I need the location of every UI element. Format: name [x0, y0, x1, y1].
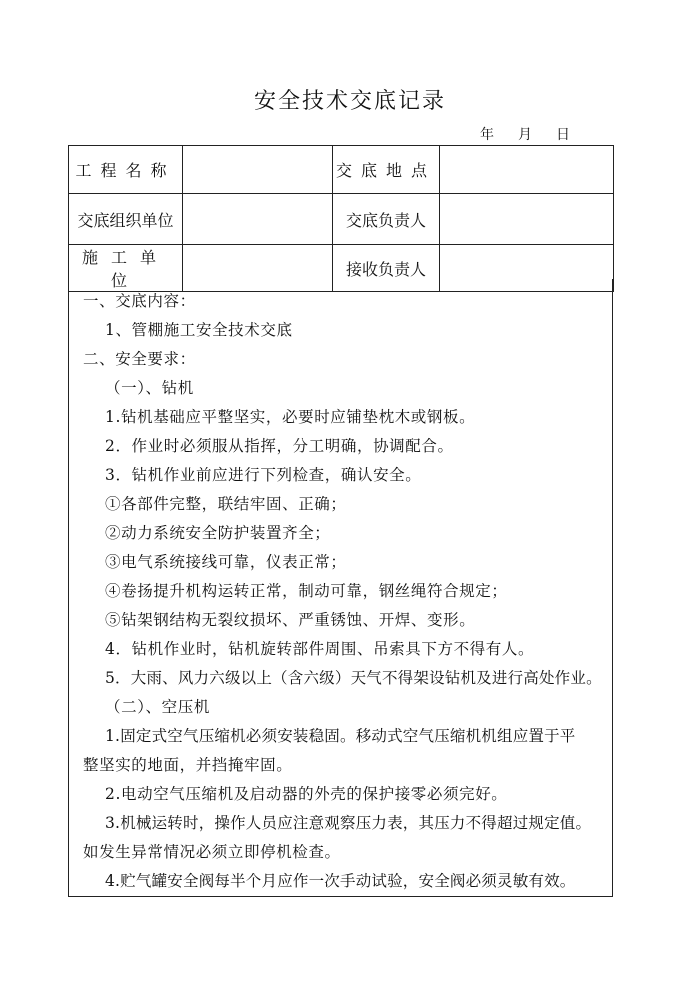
content-line: ③电气系统接线可靠，仪表正常； [105, 553, 347, 571]
content-line: 一、交底内容： [83, 292, 196, 310]
content-line: 1.钻机基础应平整坚实，必要时应铺垫枕木或钢板。 [105, 408, 476, 426]
briefing-person-label: 交底负责人 [333, 194, 440, 245]
organizing-unit-field[interactable] [183, 194, 333, 245]
content-line: 2．作业时必须服从指挥，分工明确，协调配合。 [105, 437, 454, 455]
content-line: ④卷扬提升机构运转正常，制动可靠，钢丝绳符合规定； [105, 582, 508, 600]
content-line: 3．钻机作业前应进行下列检查，确认安全。 [105, 466, 422, 484]
briefing-location-field[interactable] [440, 146, 614, 194]
content-line: 3.机械运转时，操作人员应注意观察压力表，其压力不得超过规定值。 [105, 814, 592, 832]
content-line: （一）、钻机 [105, 379, 194, 397]
content-line: ⑤钻架钢结构无裂纹损坏、严重锈蚀、开焊、变形。 [105, 611, 476, 629]
project-name-label: 工程名称 [69, 146, 183, 194]
organizing-unit-label: 交底组织单位 [69, 194, 183, 245]
content-line: ①各部件完整，联结牢固、正确； [105, 495, 347, 513]
form-row-project [69, 146, 614, 194]
content-line: 4.贮气罐安全阀每半个月应作一次手动试验，安全阀必须灵敏有效。 [105, 872, 576, 890]
content-line: 二、安全要求： [83, 350, 196, 368]
content-line: 5．大雨、风力六级以上（含六级）天气不得架设钻机及进行高处作业。 [105, 669, 602, 687]
content-line: 4．钻机作业时，钻机旋转部件周围、吊索具下方不得有人。 [105, 640, 535, 658]
date-month-label: 月 [518, 127, 532, 143]
briefing-location-label: 交底地点 [333, 146, 440, 194]
form-row-organizer [69, 194, 614, 245]
briefing-content-box [68, 279, 613, 897]
content-line: 整坚实的地面，并挡掩牢固。 [83, 756, 293, 774]
header-form-table [68, 145, 614, 292]
content-line: 如发生异常情况必须立即停机检查。 [83, 843, 341, 861]
document-title: 安全技术交底记录 [253, 89, 446, 114]
content-line: ②动力系统安全防护装置齐全； [105, 524, 331, 542]
content-line: 1.固定式空气压缩机必须安装稳固。移动式空气压缩机机组应置于平 [105, 727, 576, 745]
date-day-label: 日 [556, 127, 570, 143]
briefing-person-field[interactable] [440, 194, 614, 245]
content-line: （二）、空压机 [105, 698, 210, 716]
content-line: 2.电动空气压缩机及启动器的外壳的保护接零必须完好。 [105, 785, 508, 803]
receiving-person-label: 接收负责人 [333, 245, 440, 292]
date-year-label: 年 [480, 127, 494, 143]
construction-unit-label: 施工单位 [69, 245, 183, 292]
content-line: 1、管棚施工安全技术交底 [105, 321, 293, 339]
project-name-field[interactable] [183, 146, 333, 194]
